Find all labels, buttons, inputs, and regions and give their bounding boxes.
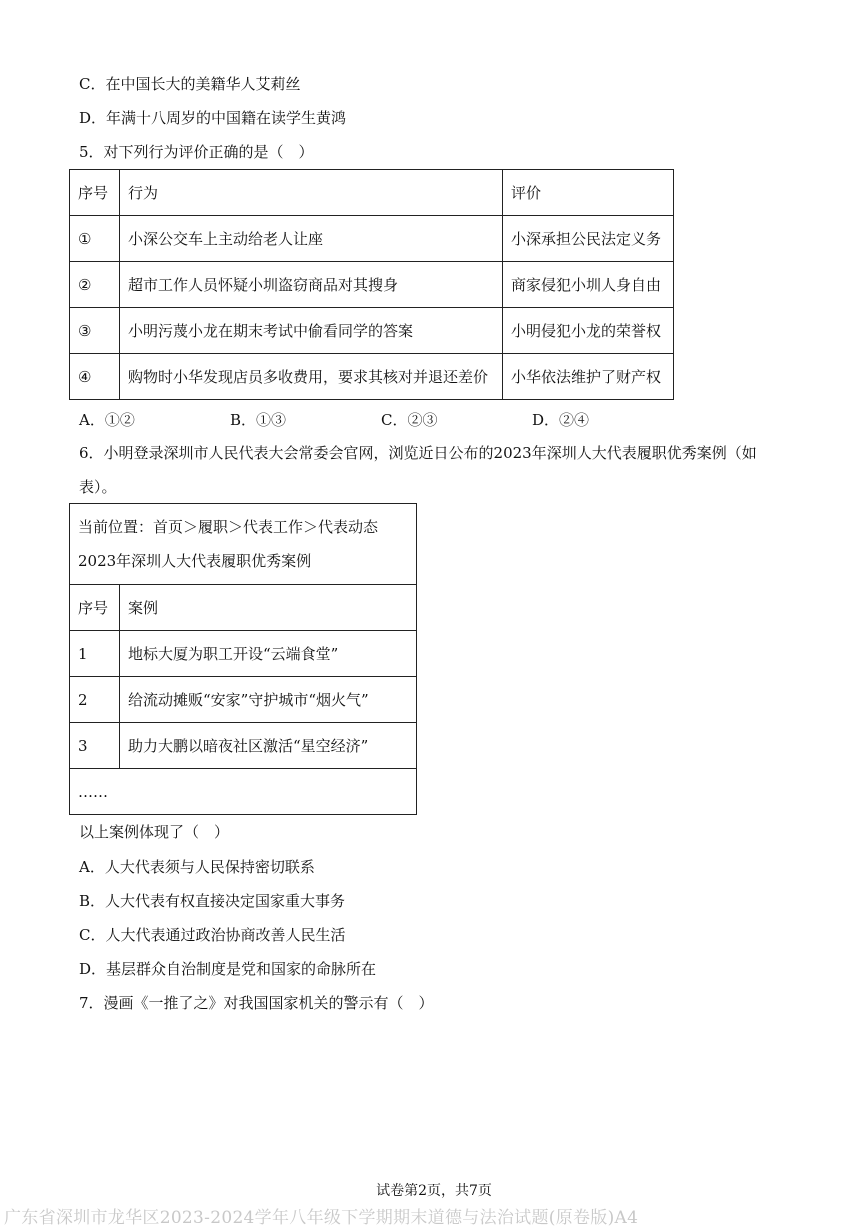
cell-behavior: 小深公交车上主动给老人让座 [120, 216, 503, 262]
header-index: 序号 [70, 170, 120, 216]
cell-behavior: 超市工作人员怀疑小圳盗窃商品对其搜身 [120, 262, 503, 308]
q6-lead: 以上案例体现了（ ） [79, 823, 230, 841]
table-row [70, 723, 417, 769]
q5-options [79, 409, 779, 429]
table-row [70, 262, 674, 308]
cell-index: 3 [70, 723, 120, 769]
watermark: 广东省深圳市龙华区2023-2024学年八年级下学期期末道德与法治试题(原卷版)A4 [4, 1208, 639, 1228]
cell-behavior: 购物时小华发现店员多收费用，要求其核对并退还差价 [120, 354, 503, 400]
q4-option-c: C．在中国长大的美籍华人艾莉丝 [79, 75, 301, 93]
q5-table [69, 169, 674, 400]
cell-case: 地标大厦为职工开设“云端食堂” [120, 631, 417, 677]
cell-evaluation: 小明侵犯小龙的荣誉权 [503, 308, 674, 354]
table-title-row [70, 504, 417, 585]
q6-option-a: A．人大代表须与人民保持密切联系 [79, 858, 315, 876]
header-evaluation: 评价 [503, 170, 674, 216]
table-header-row [70, 170, 674, 216]
table-row [70, 631, 417, 677]
cell-index: ① [70, 216, 120, 262]
cell-case: 给流动摊贩“安家”守护城市“烟火气” [120, 677, 417, 723]
table-header-block [70, 504, 417, 585]
q5-option-a: A．①② [79, 411, 135, 429]
cell-index: ③ [70, 308, 120, 354]
table-header-row [70, 585, 417, 631]
q5-option-c: C．②③ [381, 411, 438, 429]
q6-stem-line-1: 6．小明登录深圳市人民代表大会常委会官网，浏览近日公布的2023年深圳人大代表履职优秀案例（如 [79, 444, 757, 462]
q5-stem: 5．对下列行为评价正确的是（ ） [79, 143, 314, 161]
table-row [70, 308, 674, 354]
header-index: 序号 [70, 585, 120, 631]
q6-option-c: C．人大代表通过政治协商改善人民生活 [79, 926, 346, 944]
cell-index: 2 [70, 677, 120, 723]
q4-option-d: D．年满十八周岁的中国籍在读学生黄鸿 [79, 109, 347, 127]
table-row [70, 769, 417, 815]
table-row [70, 677, 417, 723]
q5-option-b: B．①③ [230, 411, 287, 429]
table-row [70, 354, 674, 400]
cell-behavior: 小明污蔑小龙在期末考试中偷看同学的答案 [120, 308, 503, 354]
q6-table [69, 503, 417, 815]
cell-evaluation: 小华依法维护了财产权 [503, 354, 674, 400]
q6-option-d: D．基层群众自治制度是党和国家的命脉所在 [79, 960, 377, 978]
cell-evaluation: 小深承担公民法定义务 [503, 216, 674, 262]
cell-evaluation: 商家侵犯小圳人身自由 [503, 262, 674, 308]
cell-index: ④ [70, 354, 120, 400]
q6-option-b: B．人大代表有权直接决定国家重大事务 [79, 892, 346, 910]
table-title: 2023年深圳人大代表履职优秀案例 [78, 552, 312, 570]
page-footer: 试卷第2页，共7页 [376, 1183, 492, 1199]
cell-index: ② [70, 262, 120, 308]
table-row [70, 216, 674, 262]
cell-case: 助力大鹏以暗夜社区激活“星空经济” [120, 723, 417, 769]
header-case: 案例 [120, 585, 417, 631]
breadcrumb: 当前位置：首页＞履职＞代表工作＞代表动态 [78, 518, 379, 536]
q7-stem: 7．漫画《一推了之》对我国国家机关的警示有（ ） [79, 994, 434, 1012]
table-ellipsis: …… [70, 769, 417, 815]
cell-index: 1 [70, 631, 120, 677]
q6-stem-line-2: 表）。 [79, 478, 117, 496]
q5-option-d: D．②④ [532, 411, 590, 429]
header-behavior: 行为 [120, 170, 503, 216]
